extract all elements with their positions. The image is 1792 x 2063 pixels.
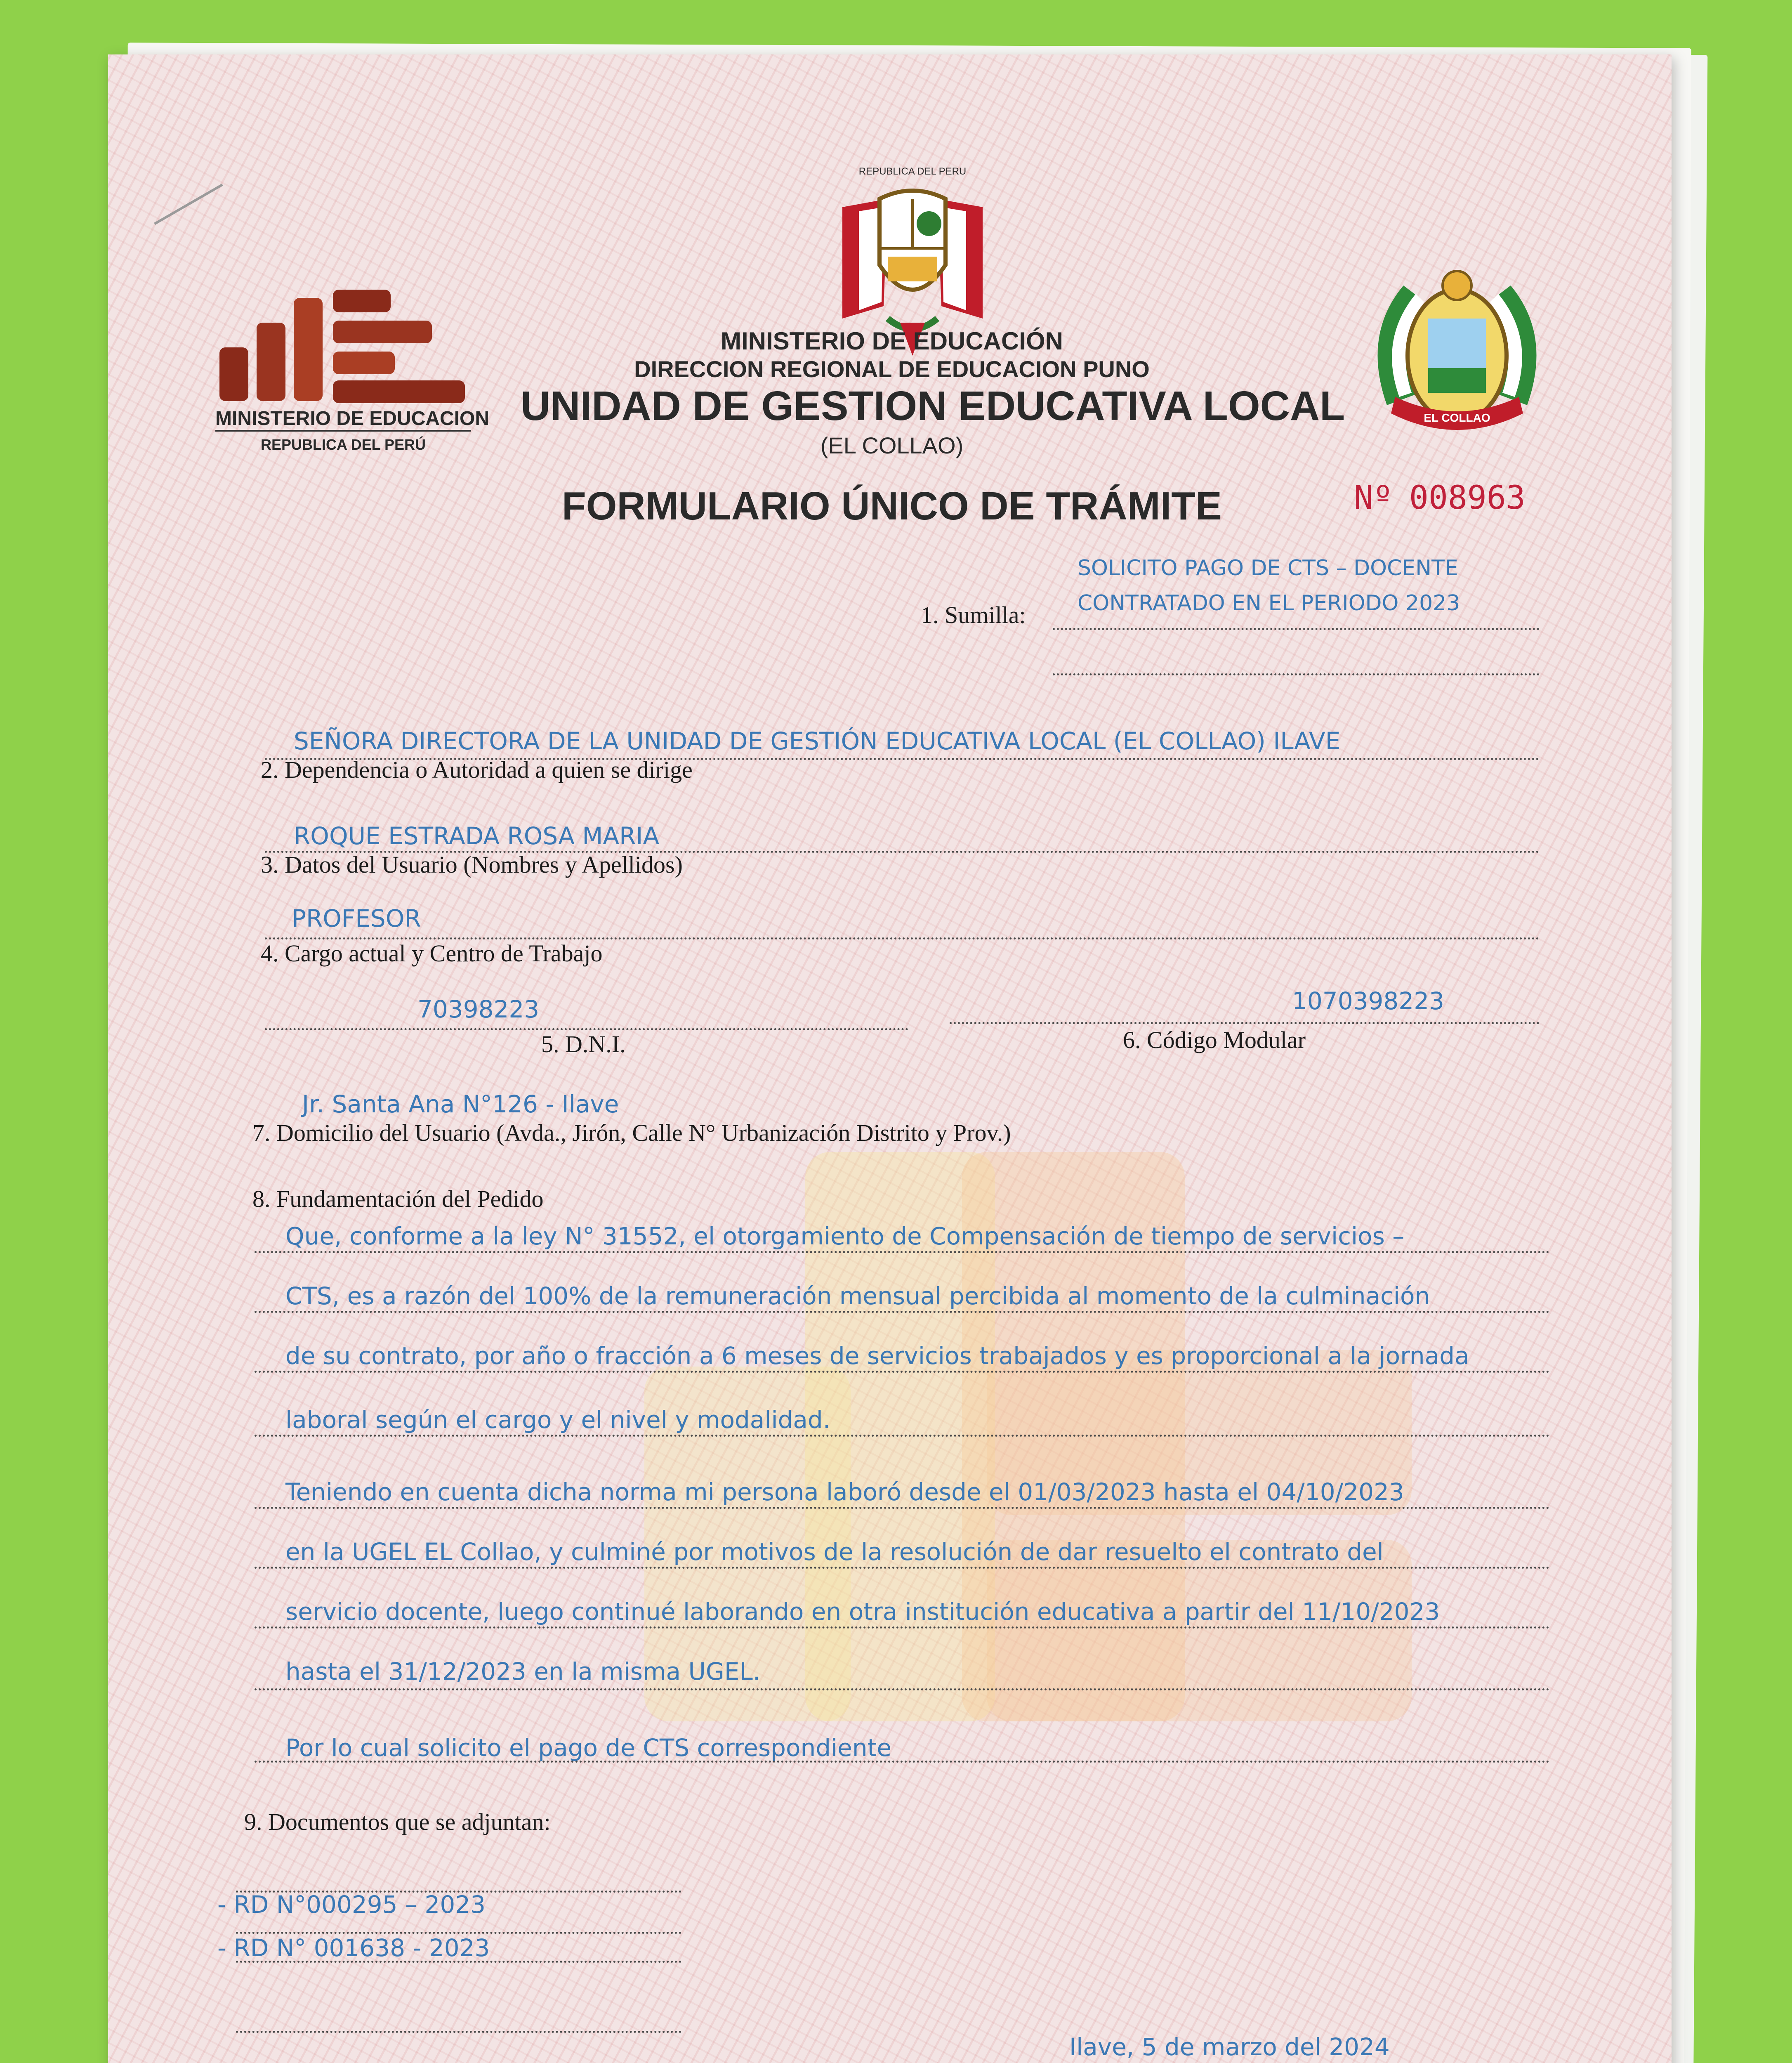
header-el-collao: (EL COLLAO)	[820, 432, 964, 458]
usuario-value: ROQUE ESTRADA ROSA MARIA	[294, 822, 660, 850]
lugar-fecha-value: Ilave, 5 de marzo del 2024	[1069, 2033, 1390, 2061]
fundamentacion-rule	[255, 1435, 1550, 1437]
fundamentacion-line: servicio docente, luego continué laborando en otra institución educativa a partir del 11/10/2023	[285, 1598, 1440, 1626]
fundamentacion-line: hasta el 31/12/2023 en la misma UGEL.	[285, 1657, 761, 1685]
header-ugel: UNIDAD DE GESTION EDUCATIVA LOCAL	[521, 383, 1345, 429]
codigo-modular-label: 6. Código Modular	[1123, 1027, 1306, 1053]
fundamentacion-line: CTS, es a razón del 100% de la remuneración mensual percibida al momento de la culminación	[285, 1282, 1430, 1310]
cargo-label: 4. Cargo actual y Centro de Trabajo	[261, 940, 603, 967]
form-number-prefix: Nº	[1354, 479, 1393, 517]
ministry-logo-subtitle: REPUBLICA DEL PERÚ	[260, 436, 426, 453]
dependencia-label: 2. Dependencia o Autoridad a quien se dirige	[261, 756, 693, 783]
cargo-value: PROFESOR	[292, 904, 421, 932]
documentos-label: 9. Documentos que se adjuntan:	[244, 1808, 551, 1835]
peru-crest	[826, 166, 999, 389]
fundamentacion-label: 8. Fundamentación del Pedido	[252, 1185, 544, 1212]
header-regional-direction: DIRECCION REGIONAL DE EDUCACION PUNO	[634, 356, 1150, 382]
documento-item: - RD N° 001638 - 2023	[217, 1934, 490, 1962]
ministry-logo-icon	[215, 281, 471, 405]
domicilio-label: 7. Domicilio del Usuario (Avda., Jirón, Calle N° Urbanización Distrito y Prov.)	[252, 1119, 1011, 1146]
el-collao-seal	[1354, 269, 1560, 459]
sumilla-line1: SOLICITO PAGO DE CTS – DOCENTE	[1078, 556, 1458, 581]
sumilla-line2: CONTRATADO EN EL PERIODO 2023	[1078, 591, 1460, 616]
fundamentacion-rule	[255, 1311, 1550, 1313]
fundamentacion-rule	[255, 1507, 1550, 1509]
sumilla-line	[1053, 628, 1540, 630]
ministry-logo-name: MINISTERIO DE EDUCACION	[215, 407, 471, 432]
fundamentacion-rule	[255, 1626, 1550, 1629]
dni-value: 70398223	[417, 995, 540, 1023]
fundamentacion-rule	[255, 1251, 1550, 1253]
dni-label: 5. D.N.I.	[541, 1031, 626, 1057]
fundamentacion-line: Teniendo en cuenta dicha norma mi persona laboró desde el 01/03/2023 hasta el 04/10/2023	[285, 1478, 1404, 1506]
staple	[154, 184, 223, 225]
sumilla-label: 1. Sumilla:	[921, 602, 1026, 628]
form-title: FORMULARIO ÚNICO DE TRÁMITE	[562, 484, 1222, 528]
fundamentacion-line: en la UGEL EL Collao, y culminé por motivos de la resolución de dar resuelto el contrato del	[285, 1538, 1384, 1566]
sumilla-line	[1053, 673, 1540, 675]
fundamentacion-rule	[255, 1688, 1550, 1690]
codigo-modular-value: 1070398223	[1292, 987, 1445, 1015]
documento-item: - RD N°000295 – 2023	[217, 1891, 486, 1919]
fundamentacion-rule	[255, 1761, 1550, 1763]
el-collao-seal-icon	[1354, 269, 1560, 459]
header-ministry: MINISTERIO DE EDUCACIÓN	[720, 327, 1063, 355]
ministry-logo	[215, 281, 490, 455]
domicilio-value: Jr. Santa Ana N°126 - Ilave	[302, 1090, 619, 1118]
dependencia-value: SEÑORA DIRECTORA DE LA UNIDAD DE GESTIÓN EDUCATIVA LOCAL (EL COLLAO) ILAVE	[294, 727, 1341, 755]
form-number	[1354, 479, 1526, 517]
fundamentacion-line: Por lo cual solicito el pago de CTS correspondiente	[285, 1734, 892, 1762]
form-sheet	[108, 54, 1672, 2063]
documentos-line	[236, 1961, 681, 1963]
fundamentacion-line: de su contrato, por año o fracción a 6 meses de servicios trabajados y es proporcional a la jornada	[285, 1342, 1469, 1370]
fundamentacion-rule	[255, 1567, 1550, 1569]
crest-top-text: REPUBLICA DEL PERU	[858, 166, 967, 177]
el-collao-seal-label: EL COLLAO	[1424, 411, 1490, 424]
documentos-line	[236, 2031, 681, 2033]
fundamentacion-line: Que, conforme a la ley N° 31552, el otorgamiento de Compensación de tiempo de servicios –	[285, 1222, 1405, 1250]
form-number-value: 008963	[1409, 479, 1526, 517]
fundamentacion-rule	[255, 1371, 1550, 1373]
codigo-modular-line	[950, 1022, 1540, 1024]
fundamentacion-line: laboral según el cargo y el nivel y modalidad.	[285, 1406, 831, 1434]
usuario-label: 3. Datos del Usuario (Nombres y Apellidos)	[261, 851, 683, 878]
